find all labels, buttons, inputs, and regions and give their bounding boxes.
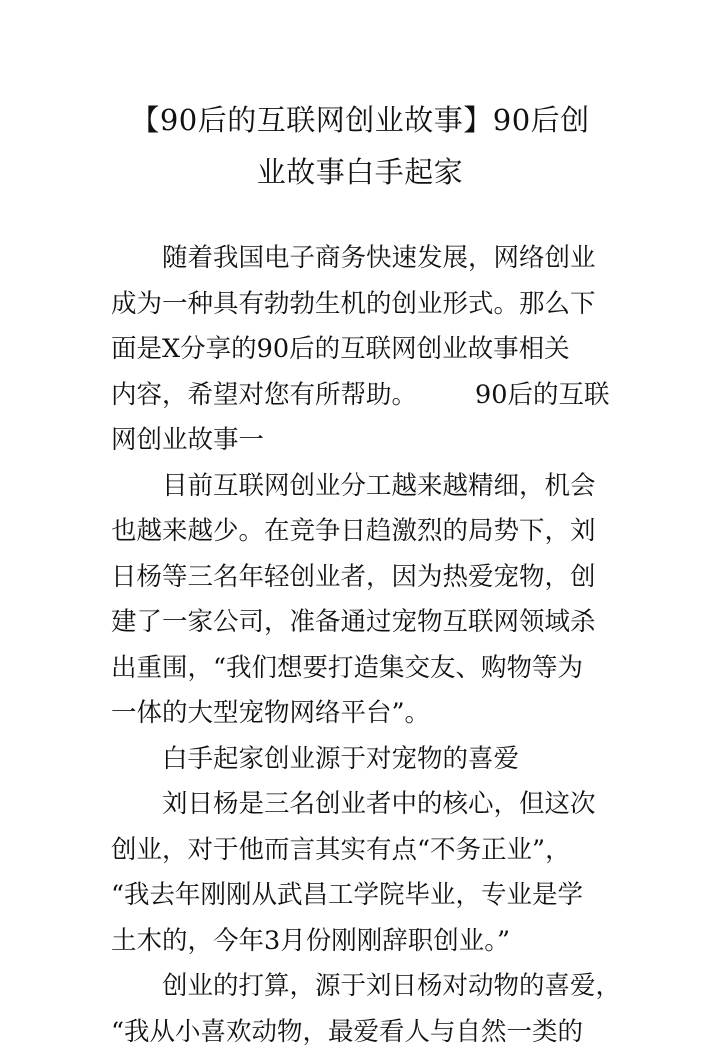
title-line-2: 业故事白手起家 [100,146,620,198]
document-title [100,94,620,198]
body-line: “我去年刚刚从武昌工学院毕业，专业是学 [111,873,611,919]
body-line: 刘日杨是三名创业者中的核心，但这次 [111,782,611,828]
body-line: 出重围，“我们想要打造集交友、购物等为 [111,646,611,692]
title-line-1: 【90后的互联网创业故事】90后创 [100,94,620,146]
body-line: 创业，对于他而言其实有点“不务正业”， [111,828,611,874]
body-line: “我从小喜欢动物，最爱看人与自然一类的 [111,1010,611,1055]
body-line: 创业的打算，源于刘日杨对动物的喜爱， [111,964,611,1010]
body-line: 面是X分享的90后的互联网创业故事相关 [111,327,611,373]
section-heading: 白手起家创业源于对宠物的喜爱 [111,737,611,783]
body-line: 建了一家公司，准备通过宠物互联网领域杀 [111,600,611,646]
body-line: 土木的，今年3月份刚刚辞职创业。” [111,919,611,965]
body-line: 也越来越少。在竞争日趋激烈的局势下，刘 [111,509,611,555]
body-line-segment: 内容，希望对您有所帮助。 [111,380,417,410]
body-line [111,373,611,419]
body-line: 成为一种具有勃勃生机的创业形式。那么下 [111,282,611,328]
body-line: 目前互联网创业分工越来越精细，机会 [111,464,611,510]
body-line: 网创业故事一 [111,418,611,464]
body-line: 随着我国电子商务快速发展，网络创业 [111,236,611,282]
body-line: 一体的大型宠物网络平台”。 [111,691,611,737]
document-body [111,236,611,1055]
body-line-segment: 90后的互联 [475,380,609,410]
body-line: 日杨等三名年轻创业者，因为热爱宠物，创 [111,555,611,601]
